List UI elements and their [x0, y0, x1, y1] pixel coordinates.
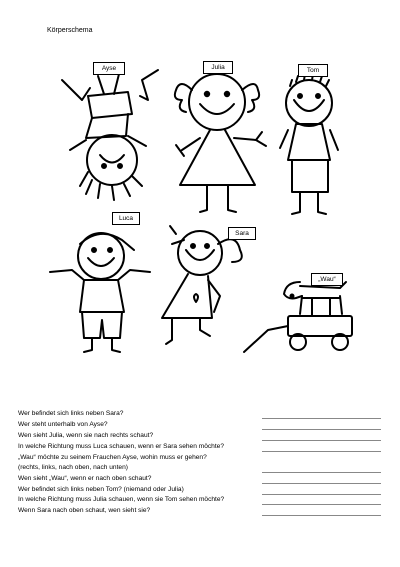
answer-line-1[interactable]: [262, 418, 381, 419]
question-6: Wen sieht „Wau“, wenn er nach oben schaut?: [18, 475, 152, 482]
question-5: „Wau“ möchte zu seinem Frauchen Ayse, wohin muss er gehen?: [18, 454, 207, 461]
answer-line-3[interactable]: [262, 440, 381, 441]
answer-line-4[interactable]: [262, 451, 381, 452]
question-2: Wer steht unterhalb von Ayse?: [18, 421, 108, 428]
name-label-luca: Luca: [112, 212, 140, 225]
answer-line-5[interactable]: [262, 472, 381, 473]
figure-tom: [280, 74, 338, 214]
figure-luca: [50, 233, 150, 352]
name-label-julia: Julia: [203, 61, 233, 74]
question-3: Wen sieht Julia, wenn sie nach rechts schaut?: [18, 432, 154, 439]
question-4: In welche Richtung muss Luca schauen, wenn er Sara sehen möchte?: [18, 443, 224, 450]
question-1: Wer befindet sich links neben Sara?: [18, 410, 124, 417]
page-title: Körperschema: [47, 27, 93, 34]
answer-line-6[interactable]: [262, 483, 381, 484]
answer-line-2[interactable]: [262, 429, 381, 430]
answer-line-8[interactable]: [262, 504, 381, 505]
name-label-tom: Tom: [298, 64, 328, 77]
question-9: Wenn Sara nach oben schaut, wen sieht sie?: [18, 507, 151, 514]
question-7: Wer befindet sich links neben Tom? (niemand oder Julia): [18, 486, 184, 493]
question-8: In welche Richtung muss Julia schauen, wenn sie Tom sehen möchte?: [18, 496, 225, 503]
answer-line-7[interactable]: [262, 494, 381, 495]
figure-sara: [162, 226, 242, 344]
name-label-ayse: Ayse: [93, 62, 125, 75]
figure-ayse: [62, 70, 158, 200]
name-label-sara: Sara: [228, 227, 256, 240]
question-5-hint: (rechts, links, nach oben, nach unten): [18, 464, 128, 471]
answer-line-9[interactable]: [262, 515, 381, 516]
figure-wau: [244, 282, 352, 352]
name-label-wau: „Wau“: [311, 273, 343, 286]
figure-julia: [175, 74, 266, 212]
